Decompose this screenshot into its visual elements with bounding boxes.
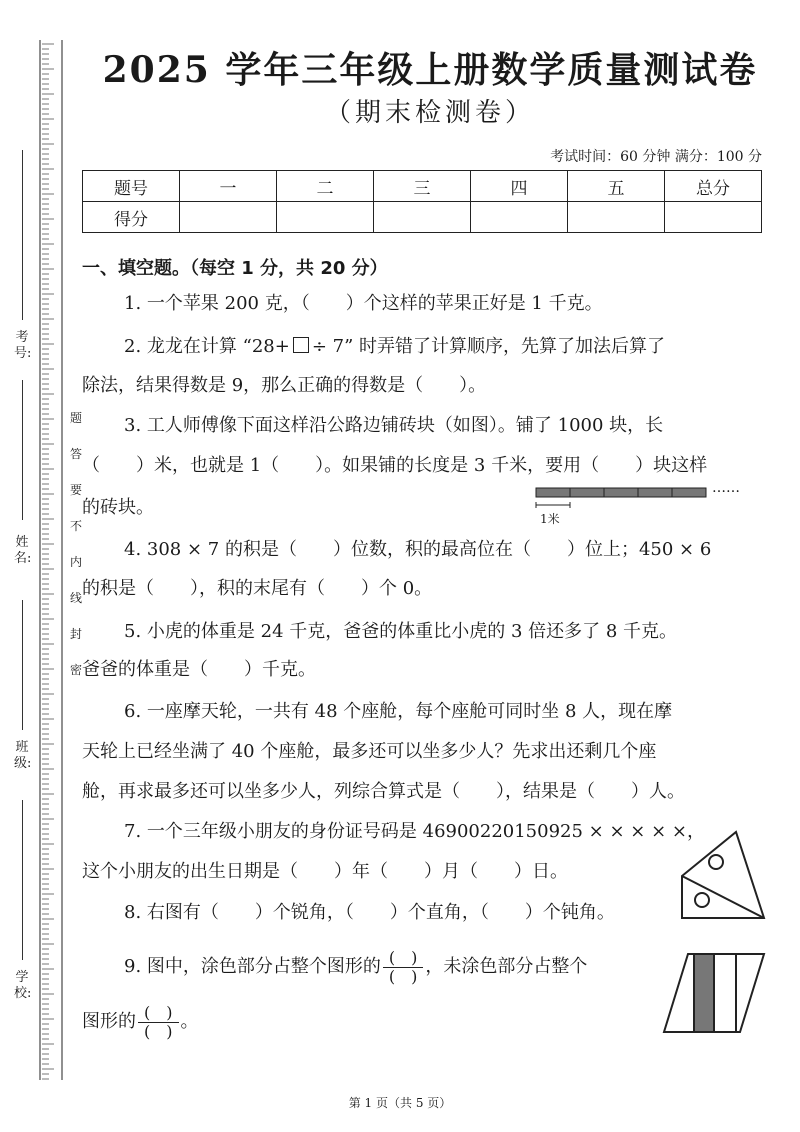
- sealing-notice: [68, 400, 84, 688]
- notice-char: 内: [69, 555, 82, 569]
- school-line: [22, 800, 23, 960]
- fraction-numerator: ( ): [138, 1004, 179, 1023]
- school-label: 学校:: [14, 970, 32, 1001]
- score-col-header: 四: [471, 171, 568, 202]
- triangle-outline: [682, 832, 764, 918]
- exam-meta: 考试时间：60 分钟 满分：100 分: [550, 149, 762, 165]
- score-col-header: 总分: [665, 171, 762, 202]
- brick-label: 1米: [540, 512, 560, 526]
- question-9-line-2: [82, 1002, 199, 1042]
- question-5-line-1: 5. 小虎的体重是 24 千克，爸爸的体重比小虎的 3 倍还多了 8 千克。: [124, 621, 678, 642]
- question-9-part-b: ，未涂色部分占整个: [425, 956, 588, 977]
- score-cell[interactable]: [180, 202, 277, 233]
- question-6-line-1: 6. 一座摩天轮，一共有 48 个座舱，每个座舱可同时坐 8 人，现在摩: [124, 701, 673, 722]
- class-label: 班级:: [14, 740, 32, 771]
- question-5-line-2: 爸爸的体重是（ ）千克。: [82, 659, 316, 680]
- parallelogram-figure: [660, 950, 770, 1036]
- notice-char: 题: [69, 411, 82, 425]
- score-cell[interactable]: [374, 202, 471, 233]
- question-2-line-1: [124, 327, 665, 367]
- question-9-part-c: 图形的: [82, 1011, 136, 1032]
- score-table: [82, 170, 762, 233]
- notice-char: 要: [69, 483, 82, 497]
- question-9-part-d: 。: [180, 1011, 199, 1032]
- class-line: [22, 600, 23, 730]
- exam-subtitle: （期末检测卷）: [324, 98, 535, 128]
- page-footer: 第 1 页（共 5 页）: [348, 1096, 452, 1110]
- question-8: 8. 右图有（ ）个锐角，（ ）个直角，（ ）个钝角。: [124, 902, 615, 923]
- question-1: 1. 一个苹果 200 克，（ ）个这样的苹果正好是 1 千克。: [124, 293, 603, 314]
- fraction-denominator: ( ): [144, 1021, 173, 1041]
- score-col-header: 五: [568, 171, 665, 202]
- exam-no-line: [22, 150, 23, 320]
- blank-box-icon: [293, 337, 309, 353]
- notice-char: 线: [69, 591, 82, 605]
- notice-char: 不: [69, 519, 82, 533]
- triangle-figure: [676, 826, 770, 924]
- question-9-part-a: 9. 图中，涂色部分占整个图形的: [124, 956, 381, 977]
- score-row-header: 得分: [83, 202, 180, 233]
- brick-dots: ……: [712, 480, 740, 496]
- name-line: [22, 380, 23, 520]
- brick-row: [536, 488, 706, 497]
- name-label: 姓名:: [14, 535, 32, 566]
- fraction-denominator: ( ): [388, 966, 418, 986]
- notice-char: 密: [69, 663, 82, 677]
- question-6-line-2: 天轮上已经坐满了 40 个座舱，最多还可以坐多少人？先求出还剩几个座: [82, 741, 657, 762]
- question-3-line-3: 的砖块。: [82, 497, 154, 518]
- question-2-part-a: 2. 龙龙在计算 “28+: [124, 336, 290, 357]
- question-7-line-2: 这个小朋友的出生日期是（ ）年（ ）月（ ）日。: [82, 861, 568, 882]
- score-cell[interactable]: [568, 202, 665, 233]
- question-2-line-2: 除法，结果得数是 9，那么正确的得数是（ ）。: [82, 375, 487, 396]
- score-cell[interactable]: [471, 202, 568, 233]
- fraction-numerator: ( ): [383, 949, 424, 968]
- score-row-header: 题号: [83, 171, 180, 202]
- question-4-line-1: 4. 308 × 7 的积是（ ）位数，积的最高位在（ ）位上；450 × 6: [124, 539, 712, 560]
- binding-ruler: [38, 40, 64, 1080]
- notice-char: 答: [69, 447, 82, 461]
- question-3-line-1: 3. 工人师傅像下面这样沿公路边铺砖块（如图）。铺了 1000 块，长: [124, 415, 664, 436]
- question-9-line-1: [124, 947, 587, 987]
- question-6-line-3: 舱，再求最多还可以坐多少人，列综合算式是（ ），结果是（ ）人。: [82, 781, 685, 802]
- question-3-line-2: （ ）米，也就是 1（ ）。如果铺的长度是 3 千米，要用（ ）块这样: [82, 455, 708, 476]
- score-col-header: 三: [374, 171, 471, 202]
- score-cell[interactable]: [277, 202, 374, 233]
- shaded-strip: [694, 954, 714, 1032]
- score-table-header-row: [83, 171, 762, 202]
- score-cell[interactable]: [665, 202, 762, 233]
- fraction-blank: [138, 1004, 179, 1041]
- score-col-header: 一: [180, 171, 277, 202]
- notice-char: 封: [69, 627, 82, 641]
- question-7-line-1: 7. 一个三年级小朋友的身份证号码是 46900220150925 × × × × ×，: [124, 821, 705, 842]
- fraction-blank: [383, 949, 424, 986]
- binding-margin: [38, 40, 64, 1080]
- section-heading: 一、填空题。（每空 1 分，共 20 分）: [82, 258, 388, 279]
- circle-mark: [695, 893, 709, 907]
- score-table-score-row: [83, 202, 762, 233]
- question-2-part-b: ÷ 7” 时弄错了计算顺序，先算了加法后算了: [311, 336, 665, 357]
- question-4-line-2: 的积是（ ），积的末尾有（ ）个 0。: [82, 578, 433, 599]
- exam-no-label: 考号:: [14, 330, 32, 361]
- circle-mark: [709, 855, 723, 869]
- exam-title: 2025 学年三年级上册数学质量测试卷: [102, 49, 758, 91]
- score-col-header: 二: [277, 171, 374, 202]
